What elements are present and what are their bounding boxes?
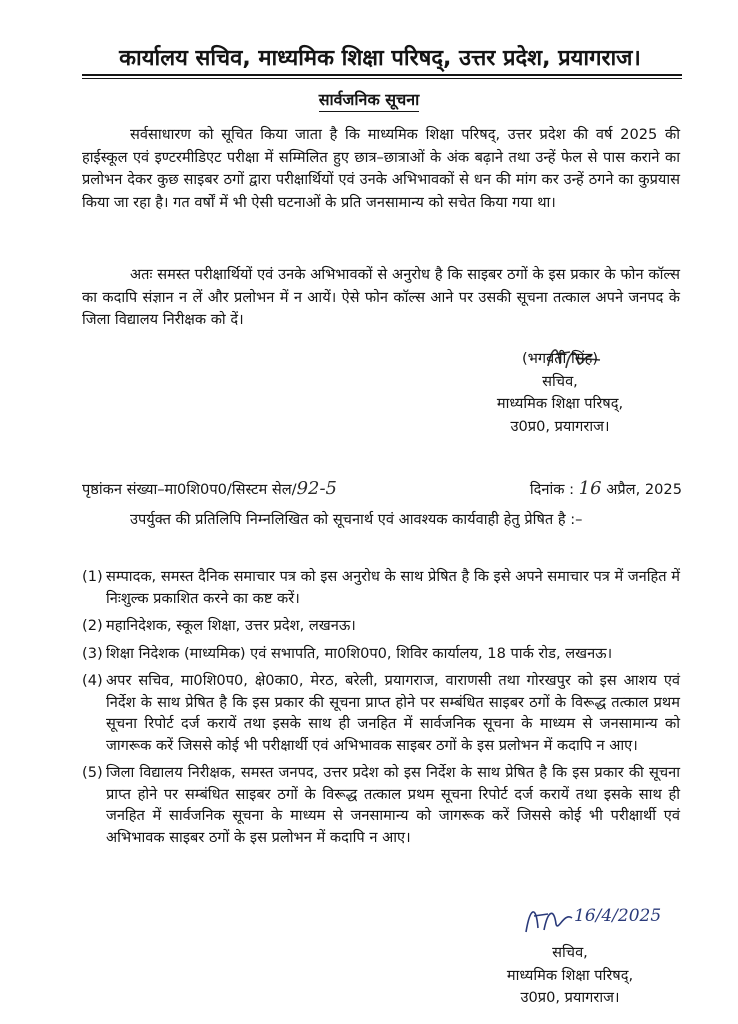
notice-title-text: सार्वजनिक सूचना bbox=[319, 90, 420, 112]
signatory2-org: माध्यमिक शिक्षा परिषद्, bbox=[506, 966, 634, 984]
list-item-number: (2) bbox=[82, 617, 103, 634]
list-item-text: जिला विद्यालय निरीक्षक, समस्त जनपद, उत्तर प्रदेश को इस निर्देश के साथ प्रेषित है कि इस प्रकार की सूचना प्राप्त होने पर सम्बंधित साइबर ठगों के विरूद्ध तत्काल प्रथम सूचना रिपोर्ट दर्ज करायें तथा इसके साथ ही जनहित में सार्वजनिक सूचना के माध्यम से जनसामान्य को जागरूक करें जिससे कोई भी परीक्षार्थी एवं अभिभावक साइबर ठगों के इस प्रलोभन में कदापि न आए। bbox=[106, 764, 680, 846]
reference-date bbox=[530, 478, 682, 499]
list-item-number: (1) bbox=[82, 568, 103, 585]
list-item bbox=[82, 566, 680, 609]
notice-paragraph-1: सर्वसाधारण को सूचित किया जाता है कि माध्यमिक शिक्षा परिषद्, उत्तर प्रदेश की वर्ष 2025 की हाईस्कूल एवं इण्टरमीडिएट परीक्षा में सम्मिलित हुए छात्र–छात्राओं के अंक बढ़ाने तथा उन्हें फेल से पास कराने का प्रलोभन देकर कुछ साइबर ठगों द्वारा परीक्षार्थियों एवं उनके अभिभावकों से धन की मांग कर उन्हें ठगने का कुप्रयास किया जा रहा है। गत वर्षों में भी ऐसी घटनाओं के प्रति जनसामान्य को सचेत किया गया था। bbox=[82, 126, 680, 211]
list-item-number: (5) bbox=[82, 764, 103, 781]
reference-date-prefix: दिनांक : bbox=[529, 481, 575, 498]
reference-number-prefix: पृष्ठांकन संख्या–मा0शि0प0/सिस्टम सेल/ bbox=[82, 481, 297, 498]
signatory-org: माध्यमिक शिक्षा परिषद्, bbox=[496, 395, 624, 412]
recipient-list bbox=[82, 566, 680, 854]
signature-scribble-2 bbox=[520, 898, 580, 938]
list-item bbox=[82, 670, 680, 756]
list-item bbox=[82, 643, 680, 665]
header-rule-thin bbox=[82, 78, 682, 79]
header-rule bbox=[82, 74, 682, 76]
list-item-text: सम्पादक, समस्त दैनिक समाचार पत्र को इस अनुरोध के साथ प्रेषित है कि इसे अपने समाचार पत्र में जनहित में निःशुल्क प्रकाशित करने का कष्ट करें। bbox=[106, 568, 680, 607]
list-item-text: शिक्षा निदेशक (माध्यमिक) एवं सभापति, मा0शि0प0, शिविर कार्यालय, 18 पार्क रोड, लखनऊ। bbox=[106, 644, 613, 662]
handwritten-date: 16/4/2025 bbox=[574, 906, 662, 926]
signatory-designation: सचिव, bbox=[542, 372, 578, 390]
reference-line bbox=[82, 478, 682, 499]
list-item-text: महानिदेशक, स्कूल शिक्षा, उत्तर प्रदेश, लखनऊ। bbox=[106, 617, 356, 634]
signatory-name: (भगवती सिंह) bbox=[521, 350, 599, 367]
copy-intro: उपर्युक्त की प्रतिलिपि निम्नलिखित को सूचनार्थ एवं आवश्यक कार्यवाही हेतु प्रेषित है :– bbox=[130, 511, 583, 528]
list-item-text: अपर सचिव, मा0शि0प0, क्षे0का0, मेरठ, बरेली, प्रयागराज, वाराणसी तथा गोरखपुर को इस आशय एवं निर्देश के साथ प्रेषित है कि इस प्रकार की सूचना प्राप्त होने पर सम्बंधित साइबर ठगों के विरूद्ध तत्काल प्रथम सूचना रिपोर्ट दर्ज करायें तथा इसके साथ ही जनहित में सार्वजनिक सूचना के माध्यम से जनसामान्य को जागरूक करें जिससे कोई भी परीक्षार्थी एवं अभिभावक साइबर ठगों के इस प्रलोभन में कदापि न आए। bbox=[106, 672, 680, 754]
signatory-place: उ0प्र0, प्रयागराज। bbox=[510, 417, 610, 435]
reference-date-handwritten: 16 bbox=[578, 478, 602, 499]
reference-number bbox=[82, 478, 337, 499]
notice-title bbox=[0, 88, 738, 110]
signatory-block bbox=[460, 348, 660, 438]
list-item-number: (4) bbox=[82, 672, 103, 689]
list-item bbox=[82, 762, 680, 848]
list-item-number: (3) bbox=[82, 644, 103, 662]
reference-date-suffix: अप्रैल, 2025 bbox=[606, 481, 682, 498]
signatory2-place: उ0प्र0, प्रयागराज। bbox=[520, 989, 620, 1006]
list-item bbox=[82, 615, 680, 637]
reference-number-handwritten: 92-5 bbox=[296, 478, 338, 499]
signatory-block-2 bbox=[470, 942, 670, 1010]
office-header: कार्यालय सचिव, माध्यमिक शिक्षा परिषद्, उत्तर प्रदेश, प्रयागराज। bbox=[119, 46, 641, 71]
signatory2-designation: सचिव, bbox=[552, 944, 588, 961]
notice-paragraph-2: अतः समस्त परीक्षार्थियों एवं उनके अभिभावकों से अनुरोध है कि साइबर ठगों के इस प्रकार के फोन कॉल्स का कदापि संज्ञान न लें और प्रलोभन में न आयें। ऐसे फोन कॉल्स आने पर उसकी सूचना तत्काल अपने जनपद के जिला विद्यालय निरीक्षक को दें। bbox=[82, 266, 680, 328]
